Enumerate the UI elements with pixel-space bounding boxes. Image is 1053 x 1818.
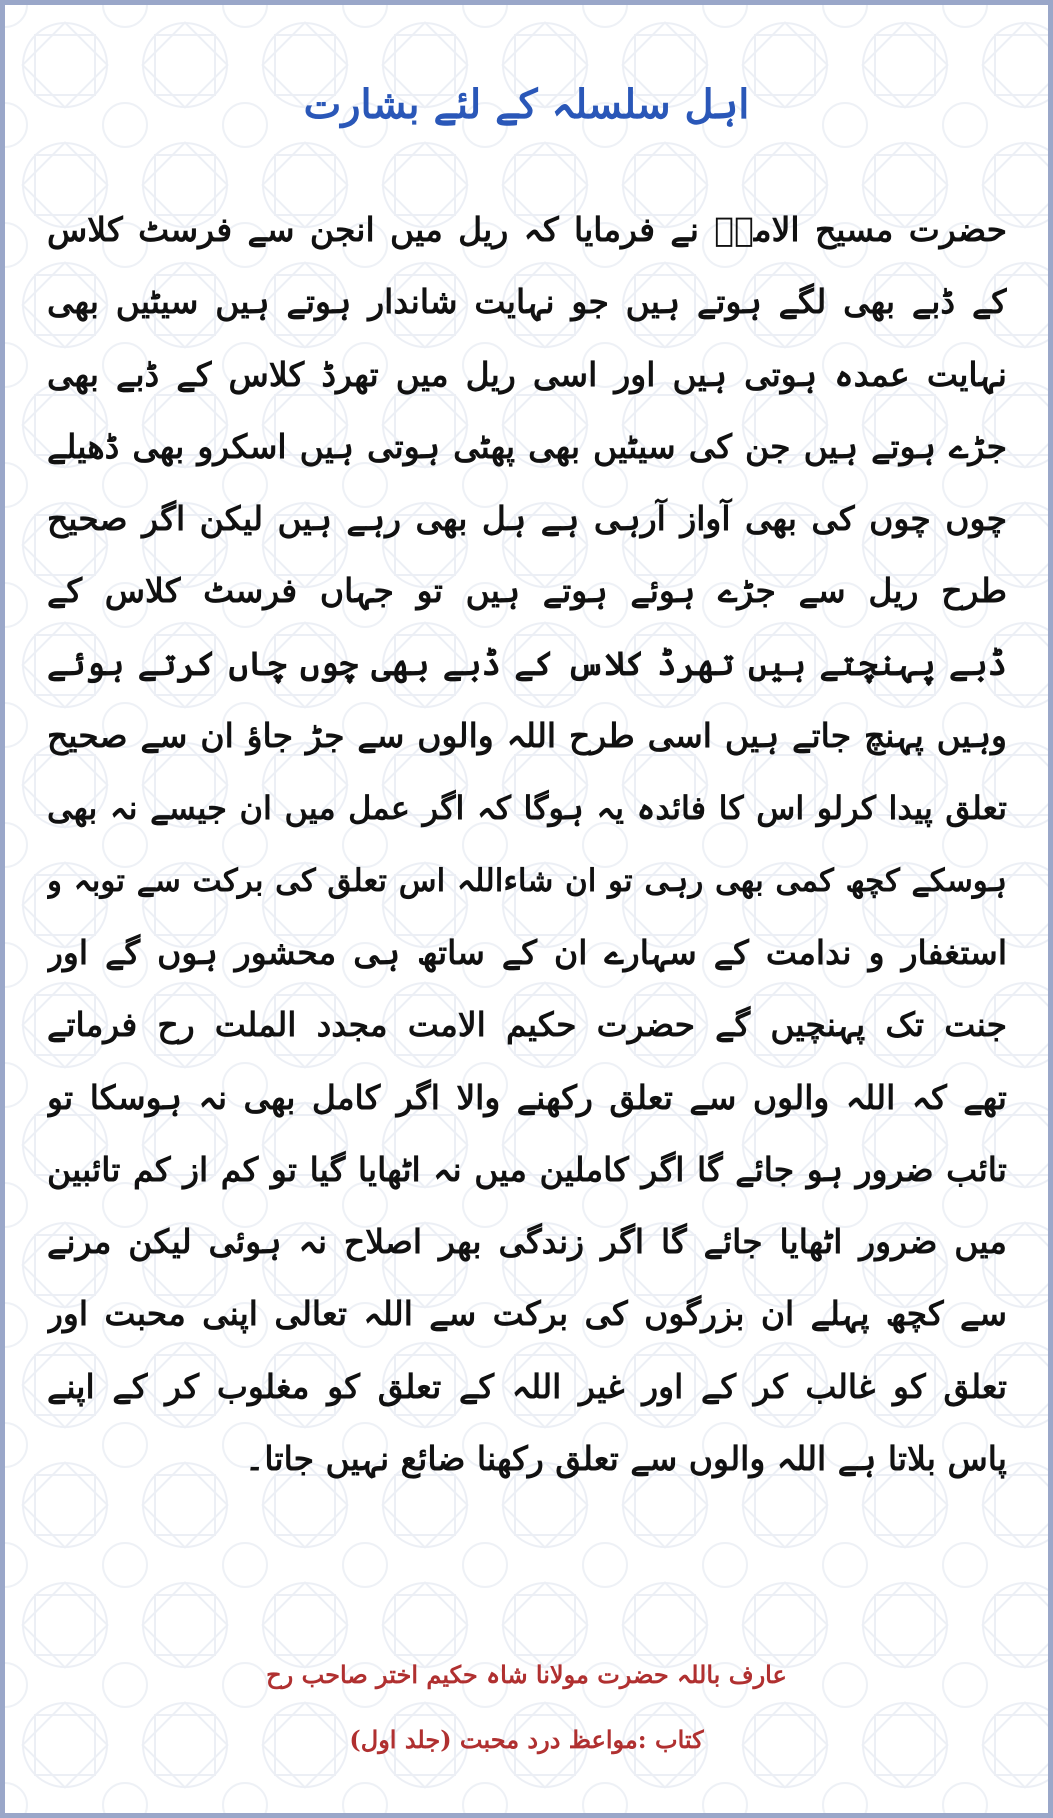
- document-page: [5, 5, 1048, 1813]
- body-line: استغفار و ندامت کے سہارے ان کے ساتھ ہی محشور ہوں گے اور: [47, 932, 1007, 972]
- page-title: اہل سلسلہ کے لئے بشارت: [303, 81, 750, 128]
- body-line: چوں چوں کی بھی آواز آرہی ہے ہل بھی رہے ہیں لیکن اگر صحیح: [47, 499, 1007, 539]
- body-line: نہایت عمدہ ہوتی ہیں اور اسی ریل میں تھرڈ کلاس کے ڈبے بھی: [47, 354, 1007, 394]
- body-line: تعلق کو غالب کر کے اور غیر اللہ کے تعلق کو مغلوب کر کے اپنے: [47, 1366, 1007, 1406]
- body-line: تھے کہ اللہ والوں سے تعلق رکھنے والا اگر کامل بھی نہ ہوسکا تو: [47, 1077, 1007, 1117]
- book-credit: کتاب :مواعظ درد محبت (جلد اول): [349, 1725, 704, 1754]
- article-body: [47, 194, 1007, 1495]
- body-line: حضرت مسیح الامتؒ نے فرمایا کہ ریل میں انجن سے فرسٹ کلاس: [47, 210, 1007, 249]
- body-line: سے کچھ پہلے ان بزرگوں کی برکت سے اللہ تعالی اپنی محبت اور: [47, 1294, 1007, 1334]
- body-line: میں ضرور اٹھایا جائے گا اگر زندگی بھر اصلاح نہ ہوئی لیکن مرنے: [47, 1222, 1007, 1262]
- body-line: جنت تک پہنچیں گے حضرت حکیم الامت مجدد الملت رح فرماتے: [47, 1005, 1007, 1045]
- author-credit: عارف باللہ حضرت مولانا شاہ حکیم اختر صاحب رح: [266, 1660, 787, 1689]
- body-line: پاس بلاتا ہے اللہ والوں سے تعلق رکھنا ضائع نہیں جاتا۔: [245, 1439, 1007, 1479]
- body-line: تعلق پیدا کرلو اس کا فائدہ یہ ہوگا کہ اگر عمل میں ان جیسے نہ بھی: [47, 789, 1007, 828]
- body-line: طرح ریل سے جڑے ہوئے ہوتے ہیں تو جہاں فرسٹ کلاس کے: [47, 571, 1007, 611]
- body-line: ہوسکے کچھ کمی بھی رہی تو ان شاءاللہ اس تعلق کی برکت سے توبہ و: [47, 862, 1007, 899]
- body-line: کے ڈبے بھی لگے ہوتے ہیں جو نہایت شاندار ہوتے ہیں سیٹیں بھی: [47, 282, 1007, 322]
- body-line: ڈبے پہنچتے ہیں تھرڈ کلاس کے ڈبے بھی چوں چاں کرتے ہوئے: [47, 643, 1007, 683]
- body-line: تائب ضرور ہو جائے گا اگر کاملین میں نہ اٹھایا گیا تو کم از کم تائبین: [47, 1149, 1007, 1189]
- body-line: وہیں پہنچ جاتے ہیں اسی طرح اللہ والوں سے جڑ جاؤ ان سے صحیح: [47, 716, 1007, 756]
- body-line: جڑے ہوتے ہیں جن کی سیٹیں بھی پھٹی ہوتی ہیں اسکرو بھی ڈھیلے: [47, 426, 1007, 466]
